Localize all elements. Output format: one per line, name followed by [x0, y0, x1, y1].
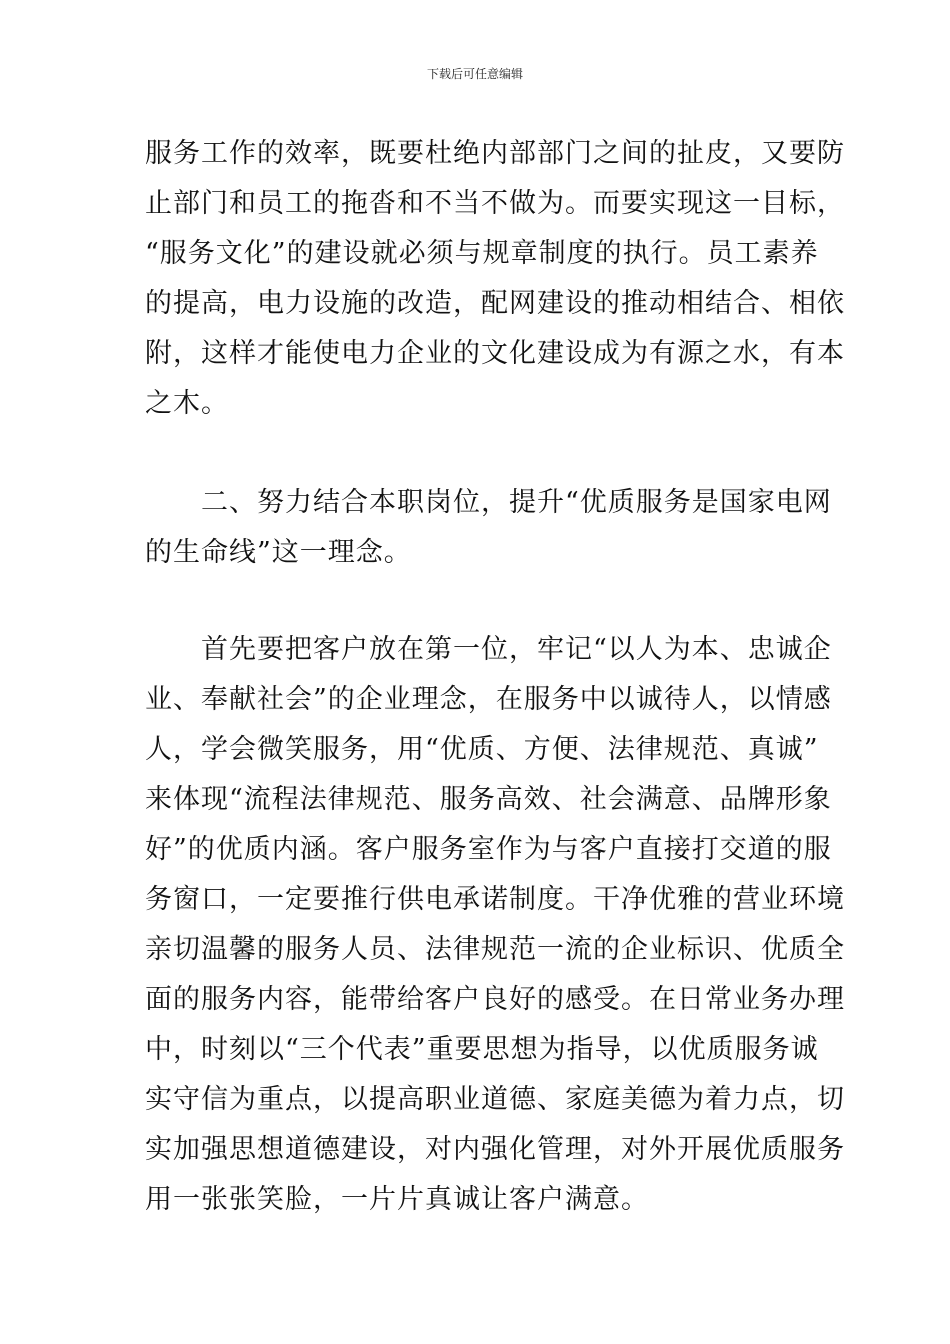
text-line: 二、努力结合本职岗位，提升“优质服务是国家电网	[201, 487, 832, 518]
text-line: 用一张张笑脸，一片片真诚让客户满意。	[145, 1184, 649, 1215]
text-line: 亲切温馨的服务人员、法律规范一流的企业标识、优质全	[145, 934, 845, 965]
text-line: 之木。	[145, 388, 229, 419]
text-line: 好”的优质内涵。客户服务室作为与客户直接打交道的服	[145, 834, 832, 865]
section-heading-2	[145, 478, 832, 578]
text-line: 面的服务内容，能带给客户良好的感受。在日常业务办理	[145, 984, 845, 1015]
text-line: 人，学会微笑服务，用“优质、方便、法律规范、真诚”	[145, 734, 819, 765]
text-line: 业、奉献社会”的企业理念，在服务中以诚待人，以情感	[145, 684, 832, 715]
paragraph-1	[145, 129, 845, 429]
text-line: “服务文化”的建设就必须与规章制度的执行。员工素养	[145, 238, 819, 269]
text-line: 中，时刻以“三个代表”重要思想为指导，以优质服务诚	[145, 1034, 819, 1065]
paragraph-3	[145, 625, 845, 1225]
text-line: 来体现“流程法律规范、服务高效、社会满意、品牌形象	[145, 784, 832, 815]
text-line: 实加强思想道德建设，对内强化管理，对外开展优质服务	[145, 1134, 845, 1165]
text-line: 首先要把客户放在第一位，牢记“以人为本、忠诚企	[201, 634, 832, 665]
text-line: 的提高，电力设施的改造，配网建设的推动相结合、相依	[145, 288, 845, 319]
text-line: 止部门和员工的拖沓和不当不做为。而要实现这一目标，	[145, 188, 845, 219]
text-line: 实守信为重点，以提高职业道德、家庭美德为着力点，切	[145, 1084, 845, 1115]
text-line: 附，这样才能使电力企业的文化建设成为有源之水，有本	[145, 338, 845, 369]
text-line: 服务工作的效率，既要杜绝内部部门之间的扯皮，又要防	[145, 138, 845, 169]
text-line: 务窗口，一定要推行供电承诺制度。干净优雅的营业环境	[145, 884, 845, 915]
text-line: 的生命线”这一理念。	[145, 537, 412, 568]
header-note: 下载后可任意编辑	[426, 67, 523, 81]
